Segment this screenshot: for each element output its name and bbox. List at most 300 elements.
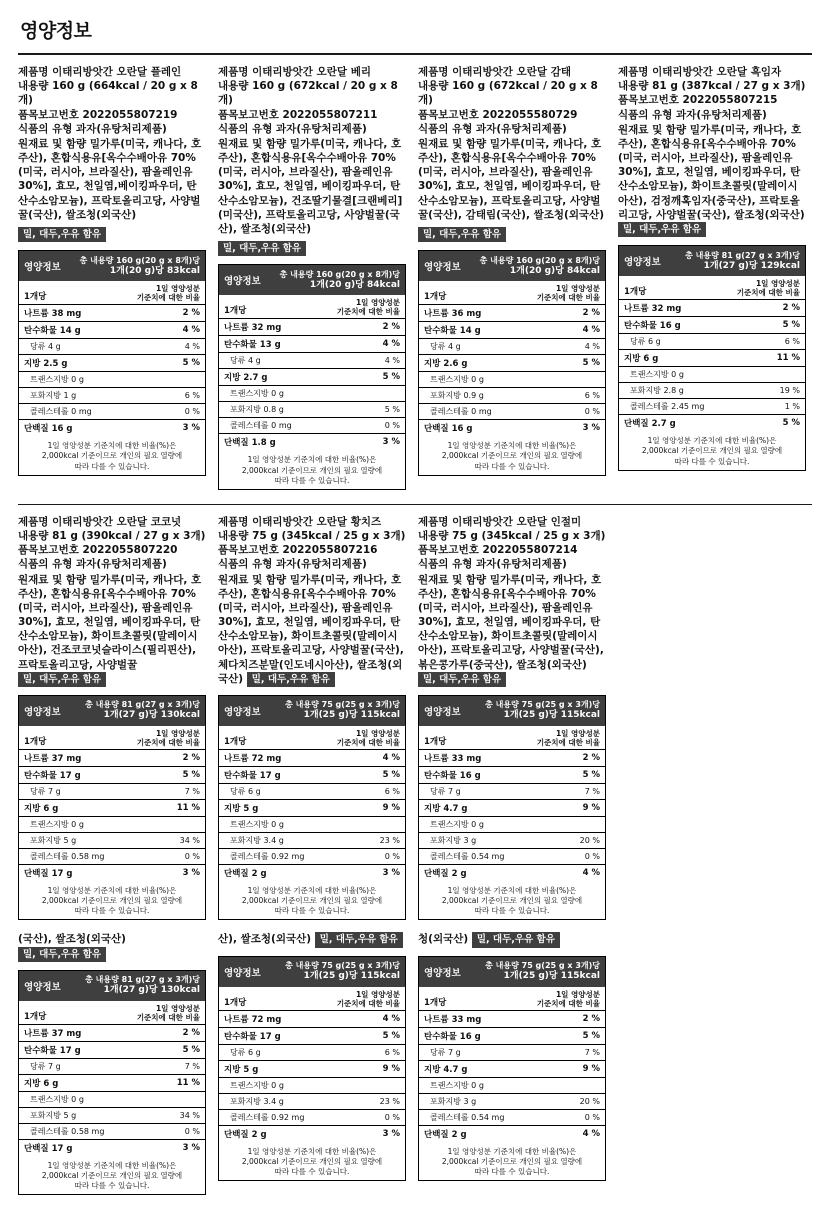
product-net-weight: 내용량 160 g (664kcal / 20 g x 8개) (18, 80, 198, 107)
product-name: 제품명 이태리방앗간 오란달 감태 (418, 66, 571, 78)
total-amount-line: 총 내용량 81 g(27 g x 3개)당 (85, 975, 200, 985)
product-row-1 (18, 65, 812, 490)
per-serving-label: 1개당 (24, 292, 47, 303)
nutrition-row (419, 305, 605, 322)
nutrient-list (19, 750, 205, 881)
nutrition-subheader (19, 1001, 205, 1025)
nutrient-daily-value: 9 % (563, 1060, 605, 1077)
nutrition-card (418, 930, 606, 1181)
nutrition-table-header (19, 251, 205, 281)
nutrient-daily-value: 6 % (363, 1044, 405, 1060)
nutrient-daily-value: 6 % (163, 388, 205, 404)
nutrient-name-value: 단백질 2 g (224, 1129, 267, 1140)
nutrition-facts-table (618, 245, 806, 470)
nutrient-daily-value: 7 % (563, 1044, 605, 1060)
nutrient-daily-value (163, 372, 205, 388)
nutrition-row (619, 399, 805, 415)
nutrition-row (419, 865, 605, 882)
nutrition-row (419, 817, 605, 833)
nutrition-row (419, 1011, 605, 1028)
nutrient-name-value: 나트륨 38 mg (19, 305, 163, 322)
nutrient-daily-value: 3 % (182, 868, 200, 879)
nutrition-footnote: 1일 영양성분 기준치에 대한 비율(%)은 2,000kcal 기준이므로 개인의 필요 열량에 따라 다를 수 있습니다. (41, 441, 183, 471)
nutrient-daily-value: 11 % (163, 1075, 205, 1092)
total-amount-line: 총 내용량 75 g(25 g x 3개)당 (285, 700, 400, 710)
nutrient-daily-value: 2 % (163, 750, 205, 767)
nutrient-daily-value: 19 % (763, 383, 805, 399)
nutrition-row (219, 1060, 405, 1077)
nutrition-row (219, 386, 405, 402)
product-net-weight: 내용량 75 g (345kcal / 25 g x 3개) (218, 530, 406, 542)
product-report-number: 품목보고번호 2022055807216 (218, 544, 378, 557)
nutrition-footnote: 1일 영양성분 기준치에 대한 비율(%)은 2,000kcal 기준이므로 개인의 필요 열량에 따라 다를 수 있습니다. (641, 436, 783, 466)
product-name: 제품명 이태리방앗간 오란달 흑임자 (618, 66, 782, 78)
nutrition-row (19, 1075, 205, 1092)
per-serving-label: 1개당 (624, 287, 647, 298)
nutrition-header-label: 영양정보 (224, 967, 261, 979)
nutrition-row (419, 355, 605, 372)
product-ingredients: 원재료 및 함량 밀가루(미국, 캐나다, 호주산), 혼합식용유[옥수수배아유 70%(미국, 러시아, 브라질산), 팜올레인유 30%], 효모, 천일염, 베이킹파우더, 탄산수소암모늄), 화이트초콜릿(말레이시아산), 건조코코넛슬라이스(필리핀산), 프락토올리고당, 사양벌꿀 밀, 대두,우유 함유 (18, 573, 206, 688)
nutrition-table-header (19, 971, 205, 1001)
product-card (218, 515, 406, 921)
nutrient-name-value: 콜레스테롤 0.92 mg (219, 849, 363, 865)
nutrient-daily-value: 4 % (363, 1011, 405, 1028)
product-net-weight: 내용량 81 g (390kcal / 27 g x 3개) (18, 530, 206, 542)
nutrition-header-label: 영양정보 (24, 982, 61, 994)
product-row-2 (18, 515, 812, 921)
nutrition-header-label: 영양정보 (424, 707, 461, 719)
nutrient-daily-value: 0 % (363, 1109, 405, 1125)
nutrient-daily-value: 11 % (763, 350, 805, 367)
nutrition-row (19, 420, 205, 437)
nutrient-daily-value: 2 % (563, 750, 605, 767)
nutrition-row (219, 1044, 405, 1060)
nutrition-facts-table (218, 695, 406, 920)
nutrition-row (219, 434, 405, 451)
nutrition-row (419, 388, 605, 404)
nutrition-row (19, 388, 205, 404)
nutrition-row (219, 1109, 405, 1125)
page-title: 영양정보 (20, 20, 92, 42)
nutrient-name-value: 트랜스지방 0 g (19, 817, 163, 833)
nutrient-name-value: 포화지방 3.4 g (219, 1093, 363, 1109)
nutrition-row (619, 367, 805, 383)
nutrition-row (619, 383, 805, 399)
serving-kcal-line: 1개(20 g)당 84kcal (509, 265, 600, 276)
nutrient-daily-value: 0 % (563, 404, 605, 420)
nutrient-daily-value: 5 % (563, 355, 605, 372)
nutrition-subheader (619, 276, 805, 300)
nutrient-daily-value: 5 % (163, 355, 205, 372)
nutrition-table-header (419, 696, 605, 726)
serving-kcal-line: 1개(27 g)당 130kcal (103, 985, 200, 996)
nutrient-daily-value: 4 % (163, 339, 205, 355)
nutrition-row (219, 767, 405, 784)
serving-kcal-line: 1개(25 g)당 115kcal (303, 971, 400, 982)
total-amount-line: 총 내용량 160 g(20 g x 8개)당 (479, 255, 600, 265)
nutrient-list (19, 1025, 205, 1156)
serving-kcal-line: 1개(25 g)당 115kcal (503, 971, 600, 982)
nutrition-footnote: 1일 영양성분 기준치에 대한 비율(%)은 2,000kcal 기준이므로 개인의 필요 열량에 따라 다를 수 있습니다. (241, 886, 383, 916)
nutrition-row (19, 339, 205, 355)
nutrition-row (419, 784, 605, 800)
nutrient-name-value: 탄수화물 17 g (19, 1042, 163, 1059)
nutrition-row (219, 1077, 405, 1093)
title-divider (18, 53, 812, 55)
nutrient-daily-value: 20 % (563, 833, 605, 849)
nutrient-name-value: 포화지방 3.4 g (219, 833, 363, 849)
nutrient-daily-value: 0 % (363, 418, 405, 434)
nutrition-row (19, 305, 205, 322)
serving-kcal-line: 1개(20 g)당 84kcal (309, 279, 400, 290)
nutrition-row (619, 300, 805, 317)
allergen-badge: 밀, 대두,우유 함유 (472, 932, 560, 947)
nutrition-header-label: 영양정보 (224, 276, 261, 288)
nutrient-daily-value: 5 % (363, 1027, 405, 1044)
per-serving-label: 1개당 (24, 737, 47, 748)
product-report-number: 품목보고번호 2022055807219 (18, 108, 178, 121)
nutrition-row (419, 1125, 605, 1142)
nutrient-name-value: 지방 2.7 g (219, 369, 363, 386)
product-ingredients: 원재료 및 함량 밀가루(미국, 캐나다, 호주산), 혼합식용유[옥수수배아유 70%(미국, 러시아, 브라질산), 팜올레인유 30%], 효모, 천일염, 베이킹파우더, 탄산수소암모늄), 화이트초콜릿(말레이시아산), 검정깨혹임자(중국산), 프락토올리고당, 사양벌꿀(국산), 쌀조청(외국산) 밀, 대두,우유 함유 (618, 123, 806, 238)
nutrient-daily-value: 3 % (582, 423, 600, 434)
nutrition-row (419, 1027, 605, 1044)
nutrient-daily-value: 3 % (182, 423, 200, 434)
nutrition-card (18, 930, 206, 1195)
product-report-number: 품목보고번호 2022055807220 (18, 544, 178, 557)
section-divider (18, 504, 812, 505)
daily-value-label: 1일 영양성분 기준치에 대한 비율 (536, 729, 600, 748)
nutrient-name-value: 콜레스테롤 0.54 mg (419, 1109, 563, 1125)
nutrition-row (419, 849, 605, 865)
nutrition-row (419, 833, 605, 849)
nutrient-name-value: 지방 4.7 g (419, 1060, 563, 1077)
nutrition-row (619, 350, 805, 367)
nutrition-row (19, 1140, 205, 1157)
nutrition-table-header (19, 696, 205, 726)
nutrient-name-value: 단백질 2 g (424, 869, 467, 880)
daily-value-label: 1일 영양성분 기준치에 대한 비율 (136, 1004, 200, 1023)
nutrient-daily-value (163, 1092, 205, 1108)
nutrition-row (19, 1124, 205, 1140)
nutrient-name-value: 나트륨 32 mg (619, 300, 763, 317)
nutrient-name-value: 나트륨 37 mg (19, 1025, 163, 1042)
nutrient-name-value: 당류 7 g (419, 1044, 563, 1060)
nutrient-daily-value: 4 % (582, 868, 600, 879)
nutrition-row (219, 353, 405, 369)
nutrition-row (219, 865, 405, 882)
nutrition-row (219, 1093, 405, 1109)
nutrition-header-label: 영양정보 (224, 707, 261, 719)
product-ingredients: 원재료 및 함량 밀가루(미국, 캐나다, 호주산), 혼합식용유[옥수수배아유 70%(미국, 러시아, 브라질산), 팜올레인유 30%], 효모, 천일염,베이킹파우더, 탄산수소암모늄), 프락토올리고당, 사양벌꿀(국산), 쌀조청(외국산) (18, 137, 202, 221)
serving-kcal-line: 1개(27 g)당 130kcal (103, 710, 200, 721)
product-card (18, 515, 206, 921)
nutrition-row (419, 420, 605, 437)
nutrient-name-value: 탄수화물 16 g (619, 317, 763, 334)
nutrient-list (419, 750, 605, 881)
nutrient-daily-value: 4 % (563, 339, 605, 355)
nutrient-name-value: 당류 4 g (19, 339, 163, 355)
allergen-badge: 밀, 대두,우유 함유 (315, 932, 403, 947)
nutrient-daily-value: 2 % (563, 1011, 605, 1028)
product-food-type: 식품의 유형 과자(유탕처리제품) (618, 108, 767, 121)
nutrient-name-value: 당류 4 g (219, 353, 363, 369)
nutrition-row (419, 767, 605, 784)
nutrient-name-value: 탄수화물 16 g (419, 1027, 563, 1044)
nutrient-daily-value: 20 % (563, 1093, 605, 1109)
serving-kcal-line: 1개(25 g)당 115kcal (303, 710, 400, 721)
nutrition-footnote: 1일 영양성분 기준치에 대한 비율(%)은 2,000kcal 기준이므로 개인의 필요 열량에 따라 다를 수 있습니다. (441, 441, 583, 471)
nutrition-footnote: 1일 영양성분 기준치에 대한 비율(%)은 2,000kcal 기준이므로 개인의 필요 열량에 따라 다를 수 있습니다. (441, 1146, 583, 1177)
product-name: 제품명 이태리방앗간 오란달 베리 (218, 66, 371, 78)
nutrient-name-value: 단백질 2 g (424, 1129, 467, 1140)
nutrition-row (419, 339, 605, 355)
nutrition-facts-table (418, 695, 606, 920)
nutrient-name-value: 탄수화물 17 g (219, 1027, 363, 1044)
product-net-weight: 내용량 81 g (387kcal / 27 g x 3개) (618, 80, 806, 93)
nutrient-name-value: 지방 2.6 g (419, 355, 563, 372)
nutrient-name-value: 탄수화물 16 g (419, 767, 563, 784)
nutrition-row (19, 784, 205, 800)
nutrient-list (619, 300, 805, 431)
nutrient-name-value: 지방 5 g (219, 1060, 363, 1077)
nutrition-row (419, 750, 605, 767)
nutrient-name-value: 지방 2.5 g (19, 355, 163, 372)
total-amount-line: 총 내용량 81 g(27 g x 3개)당 (85, 700, 200, 710)
nutrition-row (219, 369, 405, 386)
nutrient-daily-value: 5 % (782, 418, 800, 429)
nutrition-row (419, 1060, 605, 1077)
nutrient-name-value: 당류 4 g (419, 339, 563, 355)
nutrition-row (19, 1059, 205, 1075)
nutrient-name-value: 포화지방 5 g (19, 833, 163, 849)
per-serving-label: 1개당 (224, 737, 247, 748)
nutrient-name-value: 당류 6 g (219, 1044, 363, 1060)
daily-value-label: 1일 영양성분 기준치에 대한 비율 (136, 729, 200, 748)
nutrient-list (219, 750, 405, 881)
nutrient-name-value: 트랜스지방 0 g (419, 817, 563, 833)
nutrition-subheader (419, 726, 605, 750)
nutrient-name-value: 트랜스지방 0 g (419, 372, 563, 388)
nutrition-table-header (219, 696, 405, 726)
serving-kcal-line: 1개(20 g)당 83kcal (109, 265, 200, 276)
nutrient-daily-value: 5 % (163, 1042, 205, 1059)
nutrient-daily-value (563, 817, 605, 833)
nutrition-row (219, 750, 405, 767)
nutrition-subheader (219, 295, 405, 319)
allergen-badge: 밀, 대두,우유 함유 (418, 227, 506, 242)
nutrient-daily-value: 2 % (563, 305, 605, 322)
nutrition-facts-table (218, 264, 406, 489)
nutrition-row (419, 372, 605, 388)
nutrient-daily-value: 1 % (763, 399, 805, 415)
product-name: 제품명 이태리방앗간 오란달 플레인 (18, 66, 182, 78)
nutrient-daily-value: 5 % (163, 767, 205, 784)
nutrition-footnote: 1일 영양성분 기준치에 대한 비율(%)은 2,000kcal 기준이므로 개인의 필요 열량에 따라 다를 수 있습니다. (41, 886, 183, 916)
nutrient-name-value: 트랜스지방 0 g (219, 386, 363, 402)
nutrient-daily-value: 6 % (563, 388, 605, 404)
total-amount-line: 총 내용량 75 g(25 g x 3개)당 (485, 961, 600, 971)
nutrient-daily-value: 5 % (363, 402, 405, 418)
nutrition-table-header (219, 957, 405, 987)
product-report-number: 품목보고번호 2022055807211 (218, 108, 378, 121)
nutrition-facts-table (218, 956, 406, 1181)
nutrition-row (419, 1093, 605, 1109)
nutrient-name-value: 포화지방 2.8 g (619, 383, 763, 399)
nutrition-row (19, 800, 205, 817)
product-card (218, 65, 406, 490)
ingredients-continuation: 산), 쌀조청(외국산) 밀, 대두,우유 함유 (218, 932, 406, 947)
nutrient-name-value: 당류 7 g (19, 784, 163, 800)
nutrition-facts-table (418, 250, 606, 475)
nutrition-header-label: 영양정보 (24, 707, 61, 719)
nutrient-daily-value: 0 % (363, 849, 405, 865)
nutrient-name-value: 트랜스지방 0 g (219, 817, 363, 833)
nutrition-header-label: 영양정보 (24, 262, 61, 274)
product-ingredients: 원재료 및 함량 밀가루(미국, 캐나다, 호주산), 혼합식용유[옥수수배아유 70%(미국, 러시아, 브라질산), 팜올레인유 30%], 효모, 천일염, 베이킹파우더, 탄산수소암모늄), 프락토올리고당, 사양벌꿀(국산), 감태림(국산), 쌀조청(외국산) (418, 137, 605, 221)
nutrient-name-value: 당류 7 g (19, 1059, 163, 1075)
nutrition-subheader (219, 726, 405, 750)
allergen-badge: 밀, 대두,우유 함유 (247, 672, 335, 687)
nutrient-daily-value: 3 % (382, 868, 400, 879)
nutrient-daily-value (363, 1077, 405, 1093)
per-serving-label: 1개당 (224, 997, 247, 1008)
nutrition-table-header (419, 251, 605, 281)
ingredients-continuation: 청(외국산) 밀, 대두,우유 함유 (418, 932, 606, 947)
nutrient-name-value: 트랜스지방 0 g (19, 1092, 163, 1108)
per-serving-label: 1개당 (24, 1012, 47, 1023)
nutrition-subheader (19, 726, 205, 750)
nutrition-header-label: 영양정보 (424, 967, 461, 979)
nutrient-name-value: 나트륨 32 mg (219, 319, 363, 336)
nutrition-row (19, 817, 205, 833)
nutrient-daily-value (763, 367, 805, 383)
allergen-badge: 밀, 대두,우유 함유 (418, 672, 506, 687)
nutrient-daily-value: 5 % (563, 767, 605, 784)
nutrient-daily-value: 9 % (563, 800, 605, 817)
product-report-number: 품목보고번호 2022055580729 (418, 108, 578, 121)
nutrient-name-value: 지방 6 g (19, 1075, 163, 1092)
nutrition-row (619, 317, 805, 334)
allergen-badge: 밀, 대두,우유 함유 (218, 241, 306, 256)
nutrition-row (219, 319, 405, 336)
nutrient-daily-value: 34 % (163, 833, 205, 849)
product-report-number: 품목보고번호 2022055807215 (618, 94, 778, 107)
nutrient-name-value: 포화지방 5 g (19, 1108, 163, 1124)
nutrition-row (219, 784, 405, 800)
nutrient-name-value: 탄수화물 14 g (19, 322, 163, 339)
nutrient-daily-value: 4 % (163, 322, 205, 339)
nutrition-row (219, 418, 405, 434)
daily-value-label: 1일 영양성분 기준치에 대한 비율 (336, 989, 400, 1008)
nutrient-name-value: 당류 6 g (219, 784, 363, 800)
nutrition-row (419, 800, 605, 817)
nutrient-daily-value: 0 % (163, 1124, 205, 1140)
nutrient-daily-value: 5 % (363, 369, 405, 386)
serving-kcal-line: 1개(25 g)당 115kcal (503, 710, 600, 721)
nutrient-daily-value: 7 % (563, 784, 605, 800)
nutrient-name-value: 포화지방 0.9 g (419, 388, 563, 404)
nutrition-footnote: 1일 영양성분 기준치에 대한 비율(%)은 2,000kcal 기준이므로 개인의 필요 열량에 따라 다를 수 있습니다. (441, 886, 583, 916)
nutrient-name-value: 단백질 2.7 g (624, 419, 676, 430)
nutrient-name-value: 포화지방 0.8 g (219, 402, 363, 418)
nutrition-row (19, 322, 205, 339)
nutrition-row (619, 334, 805, 350)
nutrient-daily-value: 23 % (363, 1093, 405, 1109)
nutrient-daily-value: 11 % (163, 800, 205, 817)
nutrition-row (19, 1092, 205, 1108)
daily-value-label: 1일 영양성분 기준치에 대한 비율 (136, 284, 200, 303)
nutrition-table-header (219, 265, 405, 295)
nutrient-daily-value: 4 % (363, 336, 405, 353)
product-food-type: 식품의 유형 과자(유탕처리제품) (218, 558, 367, 571)
nutrient-daily-value (363, 817, 405, 833)
nutrition-row (219, 1125, 405, 1142)
product-food-type: 식품의 유형 과자(유탕처리제품) (218, 122, 367, 135)
nutrition-row (219, 336, 405, 353)
nutrient-list (419, 1011, 605, 1142)
daily-value-label: 1일 영양성분 기준치에 대한 비율 (536, 284, 600, 303)
nutrient-daily-value: 2 % (163, 1025, 205, 1042)
daily-value-label: 1일 영양성분 기준치에 대한 비율 (336, 729, 400, 748)
nutrition-row (19, 865, 205, 882)
nutrient-daily-value (363, 386, 405, 402)
nutrition-footnote: 1일 영양성분 기준치에 대한 비율(%)은 2,000kcal 기준이므로 개인의 필요 열량에 따라 다를 수 있습니다. (41, 1161, 183, 1191)
nutrition-card (218, 930, 406, 1181)
nutrient-daily-value: 5 % (563, 1027, 605, 1044)
nutrient-name-value: 나트륨 72 mg (219, 1011, 363, 1028)
nutrient-list (419, 305, 605, 436)
nutrient-daily-value: 3 % (382, 1128, 400, 1139)
nutrition-facts-table (18, 970, 206, 1195)
nutrient-name-value: 지방 5 g (219, 800, 363, 817)
nutrition-subheader (219, 987, 405, 1011)
per-serving-label: 1개당 (424, 292, 447, 303)
allergen-badge: 밀, 대두,우유 함유 (618, 222, 706, 237)
nutrition-table-header (419, 957, 605, 987)
nutrition-header-label: 영양정보 (424, 262, 461, 274)
nutrient-daily-value: 4 % (563, 322, 605, 339)
nutrient-daily-value: 2 % (163, 305, 205, 322)
nutrient-name-value: 단백질 1.8 g (224, 438, 276, 449)
nutrient-name-value: 나트륨 37 mg (19, 750, 163, 767)
nutrition-row (219, 1027, 405, 1044)
total-amount-line: 총 내용량 160 g(20 g x 8개)당 (279, 269, 400, 279)
product-card (418, 515, 606, 921)
product-name: 제품명 이태리방앗간 오란달 황치즈 (218, 515, 382, 528)
nutrient-daily-value: 9 % (363, 800, 405, 817)
nutrient-name-value: 트랜스지방 0 g (219, 1077, 363, 1093)
product-name: 제품명 이태리방앗간 오란달 코코넛 (18, 515, 182, 528)
ingredients-continuation: (국산), 쌀조청(외국산) 밀, 대두,우유 함유 (18, 932, 206, 962)
nutrition-row (619, 415, 805, 432)
nutrient-name-value: 트랜스지방 0 g (619, 367, 763, 383)
nutrition-footnote: 1일 영양성분 기준치에 대한 비율(%)은 2,000kcal 기준이므로 개인의 필요 열량에 따라 다를 수 있습니다. (241, 455, 383, 485)
nutrient-daily-value: 3 % (182, 1143, 200, 1154)
nutrition-row (19, 750, 205, 767)
nutrition-row (219, 1011, 405, 1028)
nutrient-daily-value: 6 % (363, 784, 405, 800)
per-serving-label: 1개당 (424, 997, 447, 1008)
nutrient-daily-value: 3 % (382, 437, 400, 448)
daily-value-label: 1일 영양성분 기준치에 대한 비율 (336, 298, 400, 317)
nutrient-list (219, 1011, 405, 1142)
per-serving-label: 1개당 (224, 306, 247, 317)
nutrition-row (419, 404, 605, 420)
product-net-weight: 내용량 160 g (672kcal / 20 g x 8개) (218, 80, 398, 107)
nutrient-name-value: 지방 6 g (19, 800, 163, 817)
nutrition-row (219, 800, 405, 817)
